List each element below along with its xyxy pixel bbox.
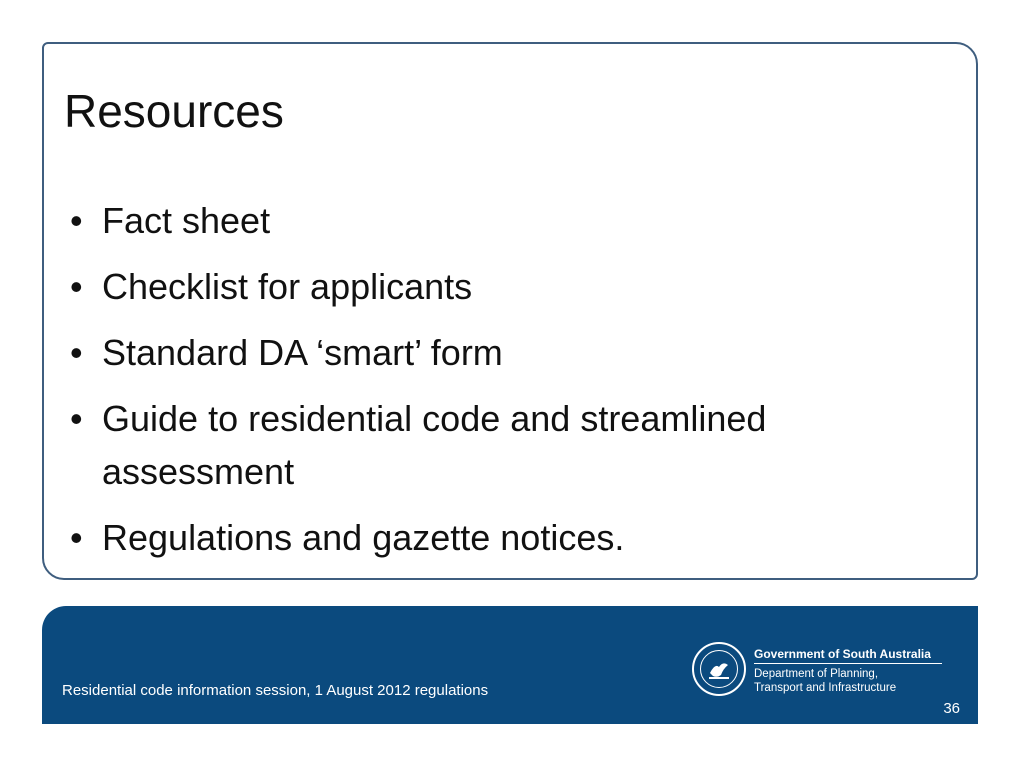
government-name: Government of South Australia bbox=[754, 647, 931, 661]
bullet-item-checklist bbox=[70, 260, 930, 313]
bullet-item-smart-form bbox=[70, 326, 930, 379]
bullet-text: Regulations and gazette notices. bbox=[102, 517, 625, 558]
state-crest-icon bbox=[692, 642, 746, 696]
bullet-item-regulations bbox=[70, 511, 930, 564]
bullet-icon: • bbox=[70, 332, 83, 373]
content-panel bbox=[42, 42, 978, 580]
logo-divider bbox=[754, 663, 942, 664]
department-name-line-1: Department of Planning, bbox=[754, 668, 879, 680]
bullet-item-fact-sheet bbox=[70, 194, 930, 247]
government-logo bbox=[692, 642, 954, 700]
bullet-icon: • bbox=[70, 200, 83, 241]
bullet-item-guide bbox=[70, 392, 930, 498]
bullet-icon: • bbox=[70, 517, 83, 558]
bullet-icon: • bbox=[70, 266, 83, 307]
page-number: 36 bbox=[943, 700, 960, 717]
crest-bird-icon bbox=[701, 651, 737, 687]
bullet-text: Fact sheet bbox=[102, 200, 271, 241]
bullet-text: Standard DA ‘smart’ form bbox=[102, 332, 503, 373]
footer-caption: Residential code information session, 1 August 2012 regulations bbox=[62, 682, 489, 699]
bullet-text: Checklist for applicants bbox=[102, 266, 473, 307]
footer-bar bbox=[42, 606, 978, 724]
bullet-list bbox=[70, 194, 930, 577]
department-name-line-2: Transport and Infrastructure bbox=[754, 682, 897, 694]
bullet-icon: • bbox=[70, 398, 83, 439]
slide-title: Resources bbox=[64, 85, 284, 137]
bullet-text: Guide to residential code and streamlined assessment bbox=[102, 398, 767, 492]
crest-inner-ring bbox=[700, 650, 738, 688]
